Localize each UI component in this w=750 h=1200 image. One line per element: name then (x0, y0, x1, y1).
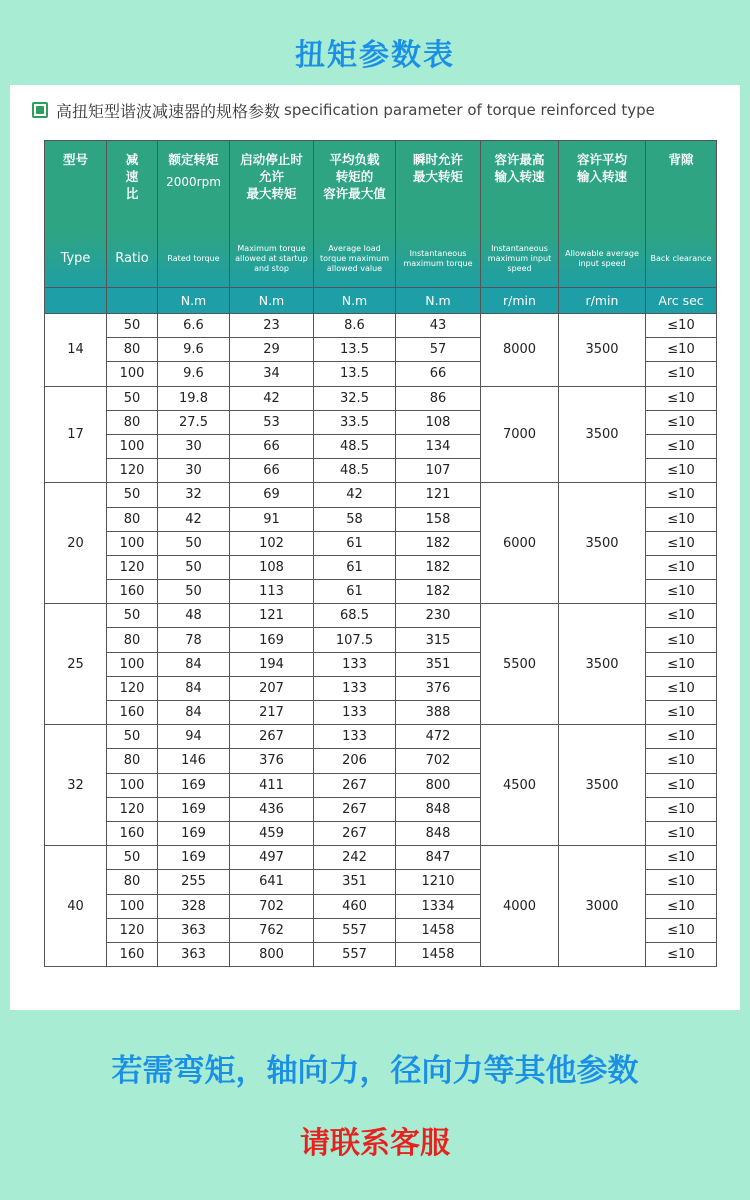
value-cell: 84 (158, 701, 230, 725)
backlash-cell: ≤10 (646, 821, 717, 845)
table-row (45, 314, 717, 338)
value-cell: 80 (107, 628, 158, 652)
value-cell: 230 (396, 604, 481, 628)
max-speed-cell: 7000 (481, 386, 559, 483)
value-cell: 8.6 (314, 314, 396, 338)
value-cell: 800 (396, 773, 481, 797)
value-cell: 169 (230, 628, 314, 652)
header-cn-label: 容许平均 输入转速 (576, 152, 627, 184)
value-cell: 217 (230, 701, 314, 725)
unit-cell (396, 288, 481, 314)
avg-speed-cell: 3500 (559, 604, 646, 725)
value-cell: 411 (230, 773, 314, 797)
backlash-cell: ≤10 (646, 725, 717, 749)
value-cell: 107.5 (314, 628, 396, 652)
value-cell: 94 (158, 725, 230, 749)
value-cell: 169 (158, 797, 230, 821)
value-cell: 33.5 (314, 410, 396, 434)
backlash-cell: ≤10 (646, 846, 717, 870)
value-cell: 50 (107, 386, 158, 410)
value-cell: 182 (396, 580, 481, 604)
value-cell: 108 (230, 555, 314, 579)
value-cell: 100 (107, 894, 158, 918)
backlash-cell: ≤10 (646, 628, 717, 652)
value-cell: 497 (230, 846, 314, 870)
value-cell: 120 (107, 918, 158, 942)
value-cell: 762 (230, 918, 314, 942)
value-cell: 84 (158, 676, 230, 700)
header-row-units (45, 288, 717, 314)
header-cn-cell (314, 141, 396, 232)
unit-label: N.m (425, 293, 451, 308)
value-cell: 50 (158, 555, 230, 579)
header-en-label: Type (60, 251, 91, 266)
max-speed-cell: 4000 (481, 846, 559, 967)
value-cell: 50 (158, 580, 230, 604)
backlash-cell: ≤10 (646, 604, 717, 628)
value-cell: 182 (396, 531, 481, 555)
header-cn-cell (107, 141, 158, 232)
value-cell: 6.6 (158, 314, 230, 338)
header-row-en (45, 231, 717, 288)
max-speed-cell: 5500 (481, 604, 559, 725)
backlash-cell: ≤10 (646, 531, 717, 555)
subtitle-cn: 高扭矩型谐波减速器的规格参数 (56, 101, 281, 121)
value-cell: 78 (158, 628, 230, 652)
value-cell: 134 (396, 434, 481, 458)
value-cell: 133 (314, 701, 396, 725)
value-cell: 169 (158, 773, 230, 797)
value-cell: 13.5 (314, 338, 396, 362)
header-en-label: Allowable average input speed (565, 249, 639, 268)
value-cell: 50 (158, 531, 230, 555)
header-cn-cell (646, 141, 717, 232)
backlash-cell: ≤10 (646, 894, 717, 918)
value-cell: 388 (396, 701, 481, 725)
value-cell: 48.5 (314, 434, 396, 458)
model-cell: 32 (45, 725, 107, 846)
value-cell: 32.5 (314, 386, 396, 410)
value-cell: 61 (314, 531, 396, 555)
header-cn-cell (45, 141, 107, 232)
value-cell: 91 (230, 507, 314, 531)
header-cn-cell (481, 141, 559, 232)
value-cell: 169 (158, 821, 230, 845)
value-cell: 255 (158, 870, 230, 894)
value-cell: 206 (314, 749, 396, 773)
avg-speed-cell: 3500 (559, 314, 646, 387)
header-en-cell (396, 231, 481, 288)
value-cell: 57 (396, 338, 481, 362)
backlash-cell: ≤10 (646, 507, 717, 531)
model-cell: 40 (45, 846, 107, 967)
backlash-cell: ≤10 (646, 773, 717, 797)
unit-blank-cell (45, 288, 107, 314)
backlash-cell: ≤10 (646, 676, 717, 700)
value-cell: 267 (314, 773, 396, 797)
value-cell: 1210 (396, 870, 481, 894)
header-en-cell (230, 231, 314, 288)
table-row (45, 725, 717, 749)
backlash-cell: ≤10 (646, 459, 717, 483)
value-cell: 9.6 (158, 362, 230, 386)
value-cell: 23 (230, 314, 314, 338)
value-cell: 363 (158, 918, 230, 942)
value-cell: 43 (396, 314, 481, 338)
value-cell: 848 (396, 797, 481, 821)
header-cn-label: 减 速 比 (125, 152, 139, 201)
value-cell: 80 (107, 507, 158, 531)
value-cell: 84 (158, 652, 230, 676)
value-cell: 363 (158, 942, 230, 966)
value-cell: 848 (396, 821, 481, 845)
backlash-cell: ≤10 (646, 555, 717, 579)
table-row (45, 604, 717, 628)
value-cell: 48.5 (314, 459, 396, 483)
spec-table (44, 140, 717, 967)
value-cell: 50 (107, 725, 158, 749)
header-cn-label: 额定转矩 (168, 152, 219, 167)
page-title: 扭矩参数表 (295, 38, 455, 73)
max-speed-cell: 6000 (481, 483, 559, 604)
value-cell: 50 (107, 314, 158, 338)
value-cell: 328 (158, 894, 230, 918)
header-en-cell (646, 231, 717, 288)
unit-cell (230, 288, 314, 314)
value-cell: 267 (230, 725, 314, 749)
value-cell: 113 (230, 580, 314, 604)
header-en-cell (158, 231, 230, 288)
value-cell: 472 (396, 725, 481, 749)
backlash-cell: ≤10 (646, 652, 717, 676)
unit-cell (646, 288, 717, 314)
value-cell: 120 (107, 555, 158, 579)
value-cell: 53 (230, 410, 314, 434)
value-cell: 50 (107, 846, 158, 870)
header-en-cell (107, 231, 158, 288)
header-cn-label: 背隙 (668, 152, 694, 167)
spec-panel (10, 85, 740, 1010)
unit-label: N.m (180, 293, 207, 308)
value-cell: 120 (107, 797, 158, 821)
value-cell: 61 (314, 555, 396, 579)
value-cell: 160 (107, 580, 158, 604)
value-cell: 42 (314, 483, 396, 507)
header-cn-label: 启动停止时 允许 最大转矩 (240, 152, 303, 201)
model-cell: 20 (45, 483, 107, 604)
table-row (45, 846, 717, 870)
value-cell: 61 (314, 580, 396, 604)
subtitle-en: specification parameter of torque reinforced type (284, 101, 655, 119)
value-cell: 80 (107, 749, 158, 773)
value-cell: 641 (230, 870, 314, 894)
unit-label: N.m (341, 293, 368, 308)
header-cn-label: 型号 (62, 152, 88, 167)
header-en-cell (314, 231, 396, 288)
value-cell: 86 (396, 386, 481, 410)
value-cell: 66 (230, 434, 314, 458)
table-row (45, 483, 717, 507)
value-cell: 102 (230, 531, 314, 555)
value-cell: 351 (396, 652, 481, 676)
backlash-cell: ≤10 (646, 701, 717, 725)
value-cell: 121 (396, 483, 481, 507)
value-cell: 160 (107, 701, 158, 725)
value-cell: 19.8 (158, 386, 230, 410)
value-cell: 50 (107, 483, 158, 507)
value-cell: 107 (396, 459, 481, 483)
value-cell: 376 (230, 749, 314, 773)
value-cell: 800 (230, 942, 314, 966)
value-cell: 9.6 (158, 338, 230, 362)
value-cell: 242 (314, 846, 396, 870)
header-en-label: Instantaneous maximum torque (403, 249, 473, 268)
avg-speed-cell: 3500 (559, 483, 646, 604)
header-row-cn (45, 141, 717, 232)
avg-speed-cell: 3500 (559, 725, 646, 846)
value-cell: 133 (314, 676, 396, 700)
value-cell: 702 (230, 894, 314, 918)
max-speed-cell: 4500 (481, 725, 559, 846)
backlash-cell: ≤10 (646, 483, 717, 507)
backlash-cell: ≤10 (646, 314, 717, 338)
backlash-cell: ≤10 (646, 942, 717, 966)
value-cell: 80 (107, 338, 158, 362)
value-cell: 80 (107, 870, 158, 894)
avg-speed-cell: 3000 (559, 846, 646, 967)
header-cn-label: 容许最高 输入转速 (494, 152, 545, 184)
value-cell: 847 (396, 846, 481, 870)
unit-cell (559, 288, 646, 314)
value-cell: 50 (107, 604, 158, 628)
value-cell: 436 (230, 797, 314, 821)
unit-cell (158, 288, 230, 314)
max-speed-cell: 8000 (481, 314, 559, 387)
unit-cell (314, 288, 396, 314)
backlash-cell: ≤10 (646, 918, 717, 942)
value-cell: 32 (158, 483, 230, 507)
value-cell: 121 (230, 604, 314, 628)
value-cell: 30 (158, 434, 230, 458)
value-cell: 267 (314, 821, 396, 845)
value-cell: 100 (107, 434, 158, 458)
unit-label: r/min (503, 293, 536, 308)
value-cell: 169 (158, 846, 230, 870)
value-cell: 459 (230, 821, 314, 845)
header-en-cell (45, 231, 107, 288)
model-cell: 14 (45, 314, 107, 387)
value-cell: 100 (107, 652, 158, 676)
value-cell: 66 (396, 362, 481, 386)
value-cell: 160 (107, 942, 158, 966)
value-cell: 120 (107, 459, 158, 483)
header-sub-label: 2000rpm (166, 175, 221, 189)
value-cell: 29 (230, 338, 314, 362)
header-en-label: Maximum torque allowed at startup and stop (235, 244, 308, 273)
backlash-cell: ≤10 (646, 797, 717, 821)
value-cell: 13.5 (314, 362, 396, 386)
backlash-cell: ≤10 (646, 338, 717, 362)
backlash-cell: ≤10 (646, 386, 717, 410)
value-cell: 376 (396, 676, 481, 700)
table-row (45, 386, 717, 410)
table-subtitle (32, 95, 655, 125)
unit-label: r/min (585, 293, 619, 308)
value-cell: 702 (396, 749, 481, 773)
value-cell: 207 (230, 676, 314, 700)
header-cn-label: 瞬时允许 最大转矩 (412, 152, 463, 184)
value-cell: 42 (158, 507, 230, 531)
value-cell: 80 (107, 410, 158, 434)
header-cn-cell (158, 141, 230, 232)
backlash-cell: ≤10 (646, 434, 717, 458)
value-cell: 194 (230, 652, 314, 676)
value-cell: 267 (314, 797, 396, 821)
value-cell: 100 (107, 773, 158, 797)
value-cell: 158 (396, 507, 481, 531)
value-cell: 1458 (396, 918, 481, 942)
value-cell: 1458 (396, 942, 481, 966)
value-cell: 351 (314, 870, 396, 894)
value-cell: 42 (230, 386, 314, 410)
value-cell: 30 (158, 459, 230, 483)
value-cell: 108 (396, 410, 481, 434)
backlash-cell: ≤10 (646, 362, 717, 386)
header-cn-label: 平均负载 转矩的 容许最大值 (323, 152, 386, 201)
value-cell: 48 (158, 604, 230, 628)
value-cell: 557 (314, 918, 396, 942)
model-cell: 17 (45, 386, 107, 483)
header-en-cell (559, 231, 646, 288)
unit-cell (481, 288, 559, 314)
value-cell: 27.5 (158, 410, 230, 434)
value-cell: 133 (314, 652, 396, 676)
header-en-label: Ratio (115, 251, 149, 266)
header-en-label: Average load torque maximum allowed value (319, 244, 390, 273)
value-cell: 34 (230, 362, 314, 386)
contact-service: 请联系客服 (300, 1126, 450, 1161)
value-cell: 66 (230, 459, 314, 483)
value-cell: 146 (158, 749, 230, 773)
header-cn-cell (396, 141, 481, 232)
square-bullet-icon (32, 102, 48, 118)
avg-speed-cell: 3500 (559, 386, 646, 483)
unit-label: N.m (258, 293, 285, 308)
value-cell: 182 (396, 555, 481, 579)
backlash-cell: ≤10 (646, 870, 717, 894)
header-en-label: Instantaneous maximum input speed (487, 244, 552, 273)
value-cell: 100 (107, 362, 158, 386)
backlash-cell: ≤10 (646, 410, 717, 434)
value-cell: 160 (107, 821, 158, 845)
value-cell: 69 (230, 483, 314, 507)
value-cell: 68.5 (314, 604, 396, 628)
unit-blank-cell (107, 288, 158, 314)
header-en-label: Rated torque (167, 254, 220, 263)
footer-note: 若需弯矩，轴向力，径向力等其他参数 (111, 1053, 639, 1089)
value-cell: 557 (314, 942, 396, 966)
header-cn-cell (559, 141, 646, 232)
backlash-cell: ≤10 (646, 749, 717, 773)
value-cell: 460 (314, 894, 396, 918)
value-cell: 120 (107, 676, 158, 700)
value-cell: 100 (107, 531, 158, 555)
backlash-cell: ≤10 (646, 580, 717, 604)
header-cn-cell (230, 141, 314, 232)
value-cell: 133 (314, 725, 396, 749)
header-en-cell (481, 231, 559, 288)
value-cell: 58 (314, 507, 396, 531)
header-en-label: Back clearance (650, 254, 712, 263)
model-cell: 25 (45, 604, 107, 725)
unit-label: Arc sec (658, 293, 704, 308)
value-cell: 1334 (396, 894, 481, 918)
value-cell: 315 (396, 628, 481, 652)
